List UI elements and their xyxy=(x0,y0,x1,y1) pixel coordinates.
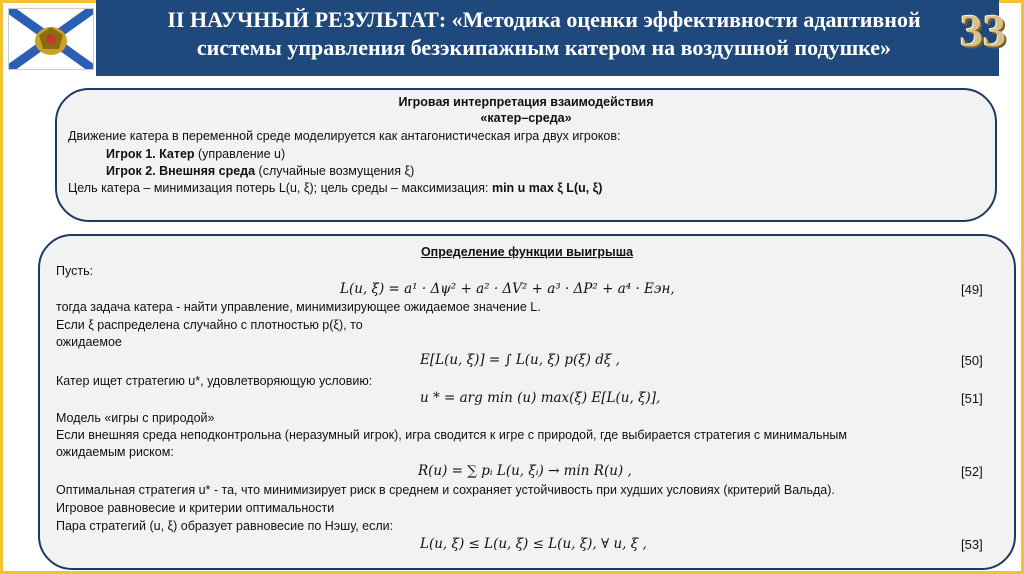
goal-line xyxy=(68,180,602,196)
distribution-line: Если ξ распределена случайно с плотностью p(ξ), то xyxy=(56,318,363,332)
equation-49-number: [49] xyxy=(961,282,983,297)
let-label: Пусть: xyxy=(56,264,94,278)
equation-52: R(u) = ∑ pᵢ L(u, ξᵢ) → min R(u) , xyxy=(418,463,632,479)
nash-line: Пара стратегий (u, ξ) образует равновесие по Нэшу, если: xyxy=(56,519,394,533)
equation-50-number: [50] xyxy=(961,353,983,368)
strategy-line: Катер ищет стратегию u*, удовлетворяющую условию: xyxy=(56,374,373,388)
optimal-strategy-line: Оптимальная стратегия u* - та, что минимизирует риск в среднем и сохраняет устойчивость при худших условиях (критерий Вальда). xyxy=(56,483,835,497)
title-line-1: II НАУЧНЫЙ РЕЗУЛЬТАТ: «Методика оценки эффективности адаптивной xyxy=(167,7,921,32)
equation-51-number: [51] xyxy=(961,391,983,406)
equation-51: u * = arg min (u) max(ξ) E[L(u, ξ)], xyxy=(420,390,661,406)
game-heading-1: Игровая интерпретация взаимодействия xyxy=(398,95,654,109)
task-line: тогда задача катера - найти управление, минимизирующее ожидаемое значение L. xyxy=(56,300,541,314)
equation-50: E[L(u, ξ)] = ∫ L(u, ξ) p(ξ) dξ , xyxy=(420,352,620,368)
player-2-line xyxy=(106,163,414,179)
game-intro: Движение катера в переменной среде моделируется как антагонистическая игра двух игроков: xyxy=(68,129,621,143)
page-title xyxy=(104,6,984,62)
equilibrium-line: Игровое равновесие и критерии оптимальности xyxy=(56,501,335,515)
equation-53-number: [53] xyxy=(961,537,983,552)
environment-line-2: ожидаемым риском: xyxy=(56,445,174,459)
player-1-label: Игрок 1. Катер xyxy=(106,147,195,161)
equation-49: L(u, ξ) = a¹ · Δψ² + a² · ΔV² + a³ · ΔP² + a⁴ · Eэн, xyxy=(340,281,675,297)
title-line-2: системы управления безэкипажным катером на воздушной подушке» xyxy=(196,35,892,60)
player-1-desc: (управление u) xyxy=(194,147,286,161)
game-heading-2: «катер–среда» xyxy=(480,111,572,125)
environment-line-1: Если внешняя среда неподконтрольна (неразумный игрок), игра сводится к игре с природой, где выбирается стратегия с минимальным xyxy=(56,428,847,442)
slide-number: 33 xyxy=(960,5,1006,56)
goal-formula: min u max ξ L(u, ξ) xyxy=(491,181,603,195)
payoff-heading: Определение функции выигрыша xyxy=(420,245,634,259)
equation-53: L(u, ξ) ≤ L(u, ξ) ≤ L(u, ξ), ∀ u, ξ , xyxy=(420,536,647,552)
goal-text: Цель катера – минимизация потерь L(u, ξ); цель среды – максимизация: xyxy=(68,181,492,195)
player-2-label: Игрок 2. Внешняя среда xyxy=(106,164,256,178)
player-2-desc: (случайные возмущения ξ) xyxy=(255,164,415,178)
expected-line: ожидаемое xyxy=(56,335,122,349)
player-1-line xyxy=(106,146,285,162)
equation-52-number: [52] xyxy=(961,464,983,479)
nature-game-line: Модель «игры с природой» xyxy=(56,411,215,425)
navy-flag-emblem-icon xyxy=(8,8,94,70)
frame-border-left xyxy=(0,0,3,574)
